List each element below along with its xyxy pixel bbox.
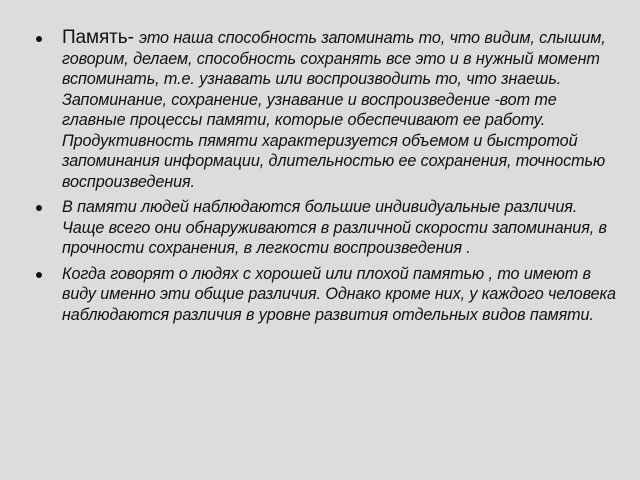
bullet-dot-icon bbox=[36, 36, 42, 42]
bullet-item-individual-differences bbox=[36, 197, 616, 259]
bullet-text: В памяти людей наблюдаются большие индивидуальные различия. Чаще всего они обнаруживаются в различной скорости запоминания, в прочности сохранения, в легкости воспроизведения . bbox=[62, 198, 607, 257]
bullet-item-memory-types bbox=[36, 264, 616, 326]
bullet-dot-icon bbox=[36, 272, 42, 278]
bullet-item-memory-definition bbox=[36, 28, 616, 192]
bullet-text: Когда говорят о людях с хорошей или плохой памятью , то имеют в виду именно эти общие различия. Однако кроме них, у каждого человека наблюдаются различия в уровне развития отдельных видов памяти. bbox=[62, 264, 616, 324]
bullet-list bbox=[36, 28, 616, 325]
term-heading: Память- bbox=[62, 27, 139, 48]
bullet-dot-icon bbox=[36, 205, 42, 211]
bullet-text: это наша способность запоминать то, что видим, слышим, говорим, делаем, способность сохранять все это и в нужный момент вспоминать, т.е. узнавать или воспроизводить то, что знаешь. Запоминание, сохранение, узнавание и воспроизведение -вот те главные процессы памяти, которые обеспечивают ее работу. Продуктивность пямяти характеризуется объемом и быстротой запоминания информации, длительностью ее сохранения, точностью воспроизведения. bbox=[62, 29, 606, 191]
